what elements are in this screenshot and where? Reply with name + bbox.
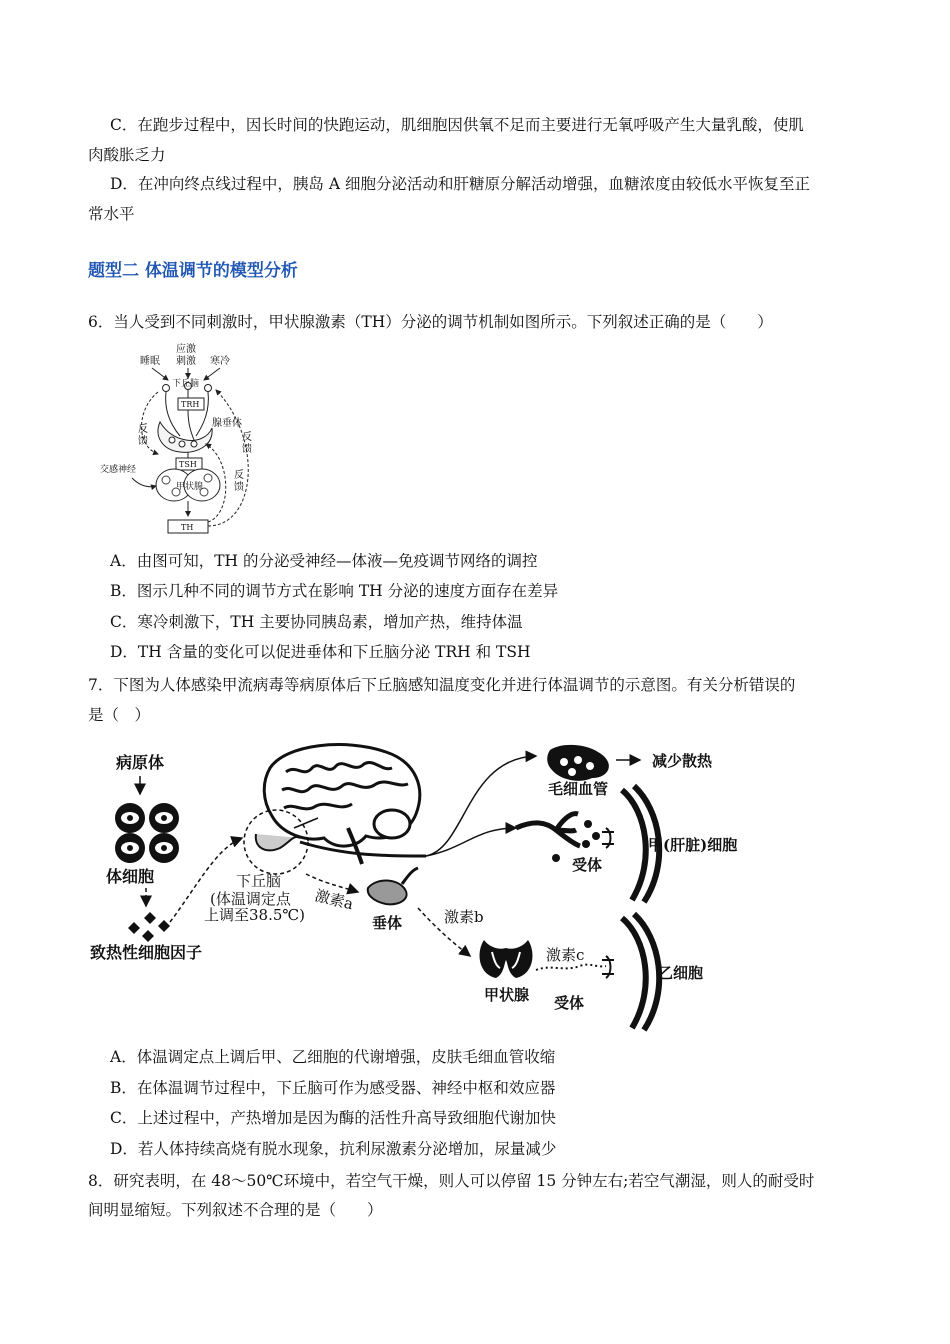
q7-nerve-path-lower <box>426 828 516 856</box>
q7-label-receptor-2: 受体 <box>554 994 585 1012</box>
q5-option-c-line1: C．在跑步过程中，因长时间的快跑运动，肌细胞因供氧不足而主要进行无氧呼吸产生大量乳酸，使肌 <box>110 116 804 134</box>
q6-pituitary-cell <box>191 441 197 447</box>
q7-option-c: C．上述过程中，产热增加是因为酶的活性升高导致细胞代谢加快 <box>110 1109 556 1127</box>
q7-label-setpoint-2: 上调至38.5℃) <box>204 906 306 924</box>
q5-option-c-line2: 肉酸胀乏力 <box>88 146 166 164</box>
q6-option-d: D．TH 含量的变化可以促进垂体和下丘脑分泌 TRH 和 TSH <box>110 643 531 661</box>
q6-arrow-cold <box>204 368 220 380</box>
q7-label-reduce-heat: 减少散热 <box>652 752 713 770</box>
q6-thyroid-follicle <box>204 474 212 482</box>
q7-label-cell-yi: 乙细胞 <box>658 964 704 982</box>
q7-label-body-cell: 体细胞 <box>106 867 155 886</box>
q6-sympathetic-nerve <box>132 478 156 487</box>
q7-hypothalamus-shape <box>256 834 300 850</box>
q6-label-sympathetic: 交感神经 <box>100 465 137 475</box>
q7-pituitary-stalk <box>402 868 418 884</box>
section-heading: 题型二 体温调节的模型分析 <box>88 261 298 281</box>
q7-label-receptor-1: 受体 <box>572 856 603 874</box>
q7-pyrogen-particles <box>128 912 170 942</box>
q6-label-stress-1: 应激 <box>176 344 196 355</box>
q6-label-feedback-low-1: 反 <box>234 470 244 481</box>
q7-thyroid <box>480 940 533 978</box>
q6-label-feedback-right-2: 馈 <box>242 444 252 455</box>
q7-label-hormone-a: 激素a <box>313 886 356 914</box>
q6-label-feedback-right-1: 反 <box>242 432 252 443</box>
q6-neuron <box>163 385 170 392</box>
q6-label-stress-2: 刺激 <box>176 356 196 367</box>
q6-label-th: TH <box>181 523 194 532</box>
q6-stem: 6．当人受到不同刺激时，甲状腺激素（TH）分泌的调节机制如图所示。下列叙述正确的是（ ） <box>88 313 773 331</box>
q6-option-b: B．图示几种不同的调节方式在影响 TH 分泌的速度方面存在差异 <box>110 582 559 600</box>
q6-pituitary <box>158 422 212 452</box>
q6-feedback-loop-right <box>208 390 248 526</box>
q7-label-hypothalamus: 下丘脑 <box>236 872 282 890</box>
q7-label-pathogen: 病原体 <box>116 753 165 772</box>
q6-option-c: C．寒冷刺激下，TH 主要协同胰岛素，增加产热，维持体温 <box>110 613 523 631</box>
q7-secretion-path <box>536 965 606 970</box>
q6-label-tsh: TSH <box>179 460 197 469</box>
q7-option-d: D．若人体持续高烧有脱水现象，抗利尿激素分泌增加，尿量减少 <box>110 1140 557 1158</box>
q7-figure <box>86 738 766 1038</box>
q7-option-b: B．在体温调节过程中，下丘脑可作为感受器、神经中枢和效应器 <box>110 1079 556 1097</box>
q7-label-cell-jia: 甲(肝脏)细胞 <box>648 836 738 854</box>
q6-arrow-sleep <box>152 368 168 380</box>
q7-stem-line2: 是（ ） <box>88 706 151 724</box>
q7-receptor-jia <box>602 828 614 848</box>
q7-label-pituitary: 垂体 <box>372 914 403 932</box>
q6-pituitary-cell <box>179 441 185 447</box>
q8-stem-line1: 8．研究表明，在 48～50℃环境中，若空气干燥，则人可以停留 15 分钟左右;若空气潮湿，则人的耐受时 <box>88 1172 815 1190</box>
q5-option-d-line1: D．在冲向终点线过程中，胰岛 A 细胞分泌活动和肝糖原分解活动增强，血糖浓度由较低水平恢复至正 <box>110 175 810 193</box>
q7-pituitary <box>368 881 407 905</box>
q7-label-hormone-c: 激素c <box>546 946 585 964</box>
q7-nerve-path-main <box>300 842 426 856</box>
q6-label-feedback-left-1: 反 <box>138 424 148 435</box>
q6-figure <box>96 340 276 540</box>
q6-pituitary-cell <box>169 437 175 443</box>
q7-cell-yi-membrane <box>622 918 646 1028</box>
q7-label-setpoint-1: (体温调定点 <box>210 890 291 908</box>
q6-neuron <box>205 385 212 392</box>
q7-label-capillary: 毛细血管 <box>548 780 609 798</box>
q6-label-cold: 寒冷 <box>210 356 230 367</box>
q7-cell-jia-membrane <box>622 790 646 900</box>
q7-nerve-ending <box>516 814 580 846</box>
q6-label-feedback-left-2: 馈 <box>138 436 148 447</box>
q7-option-a: A．体温调定点上调后甲、乙细胞的代谢增强，皮肤毛细血管收缩 <box>110 1048 556 1066</box>
q6-label-hypothalamus: 下丘脑 <box>172 379 200 389</box>
q7-stem-line1: 7．下图为人体感染甲流病毒等病原体后下丘脑感知温度变化并进行体温调节的示意图。有关分析错误的 <box>88 676 796 694</box>
q6-label-sleep: 睡眠 <box>140 356 160 367</box>
q7-nerve-path-upper <box>426 756 536 856</box>
q6-thyroid-follicle <box>162 476 170 484</box>
q6-label-pituitary: 腺垂体 <box>212 418 242 429</box>
q7-label-hormone-b: 激素b <box>444 908 484 926</box>
q7-body-cells <box>115 803 179 863</box>
q7-cerebellum <box>374 810 410 838</box>
q7-receptor-yi <box>602 956 614 978</box>
q5-option-d-line2: 常水平 <box>88 205 135 223</box>
q7-label-pyrogen: 致热性细胞因子 <box>90 943 203 962</box>
q6-label-feedback-low-2: 馈 <box>234 482 244 493</box>
q6-label-thyroid: 甲状腺 <box>176 482 204 492</box>
q6-option-a: A．由图可知，TH 的分泌受神经—体液—免疫调节网络的调控 <box>110 552 538 570</box>
q8-stem-line2: 间明显缩短。下列叙述不合理的是（ ） <box>88 1201 383 1219</box>
q7-label-thyroid: 甲状腺 <box>484 986 530 1004</box>
q6-label-trh: TRH <box>181 400 200 409</box>
